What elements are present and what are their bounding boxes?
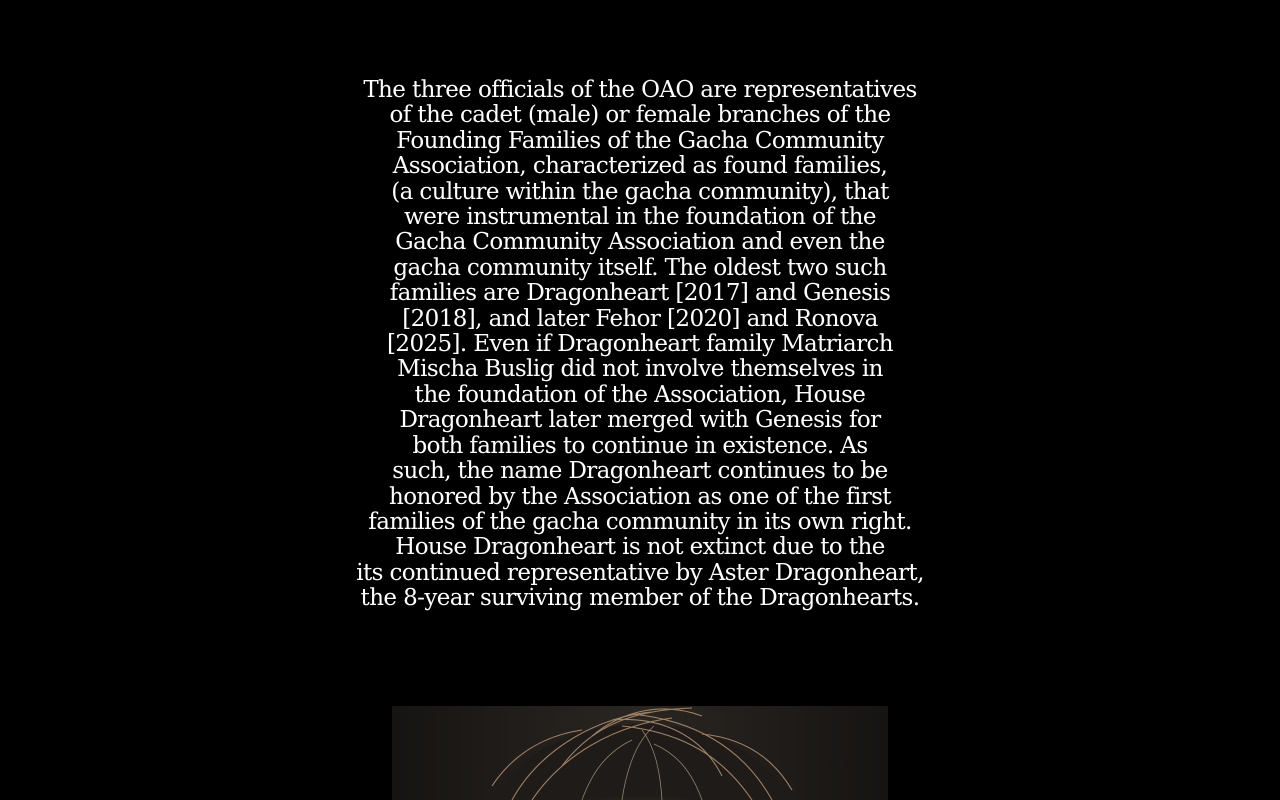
- portrait-photo: [392, 706, 888, 800]
- article-line: of the cadet (male) or female branches of the: [389, 102, 891, 129]
- article-line: families are Dragonheart [2017] and Genesis: [389, 280, 891, 307]
- portrait-hair-image: [392, 706, 888, 800]
- article-line: families of the gacha community in its own right.: [368, 508, 912, 535]
- article-line: [2025]. Even if Dragonheart family Matriarch: [387, 331, 893, 358]
- article-line: The three officials of the OAO are representatives: [363, 77, 917, 103]
- article-line: House Dragonheart is not extinct due to the: [395, 534, 885, 561]
- article-line: (a culture within the gacha community), that: [391, 178, 889, 205]
- article-line: Gacha Community Association and even the: [395, 229, 885, 256]
- article-line: both families to continue in existence. As: [412, 432, 868, 459]
- article-line: gacha community itself. The oldest two such: [393, 254, 887, 281]
- article-line: the foundation of the Association, House: [414, 381, 866, 408]
- article-line: Founding Families of the Gacha Community: [396, 127, 884, 154]
- article-line: such, the name Dragonheart continues to be: [392, 458, 888, 485]
- article-line: Dragonheart later merged with Genesis for: [399, 407, 881, 434]
- article-line: Mischa Buslig did not involve themselves in: [397, 356, 883, 383]
- article-line: honored by the Association as one of the first: [389, 483, 891, 510]
- article-line: [2018], and later Fehor [2020] and Ronova: [402, 305, 878, 332]
- article-line: were instrumental in the foundation of the: [404, 204, 876, 231]
- article-line: its continued representative by Aster Dragonheart,: [356, 559, 924, 586]
- article-paragraph: [340, 78, 940, 612]
- article-line: the 8-year surviving member of the Dragonhearts.: [360, 585, 920, 612]
- article-line: Association, characterized as found families,: [392, 153, 888, 180]
